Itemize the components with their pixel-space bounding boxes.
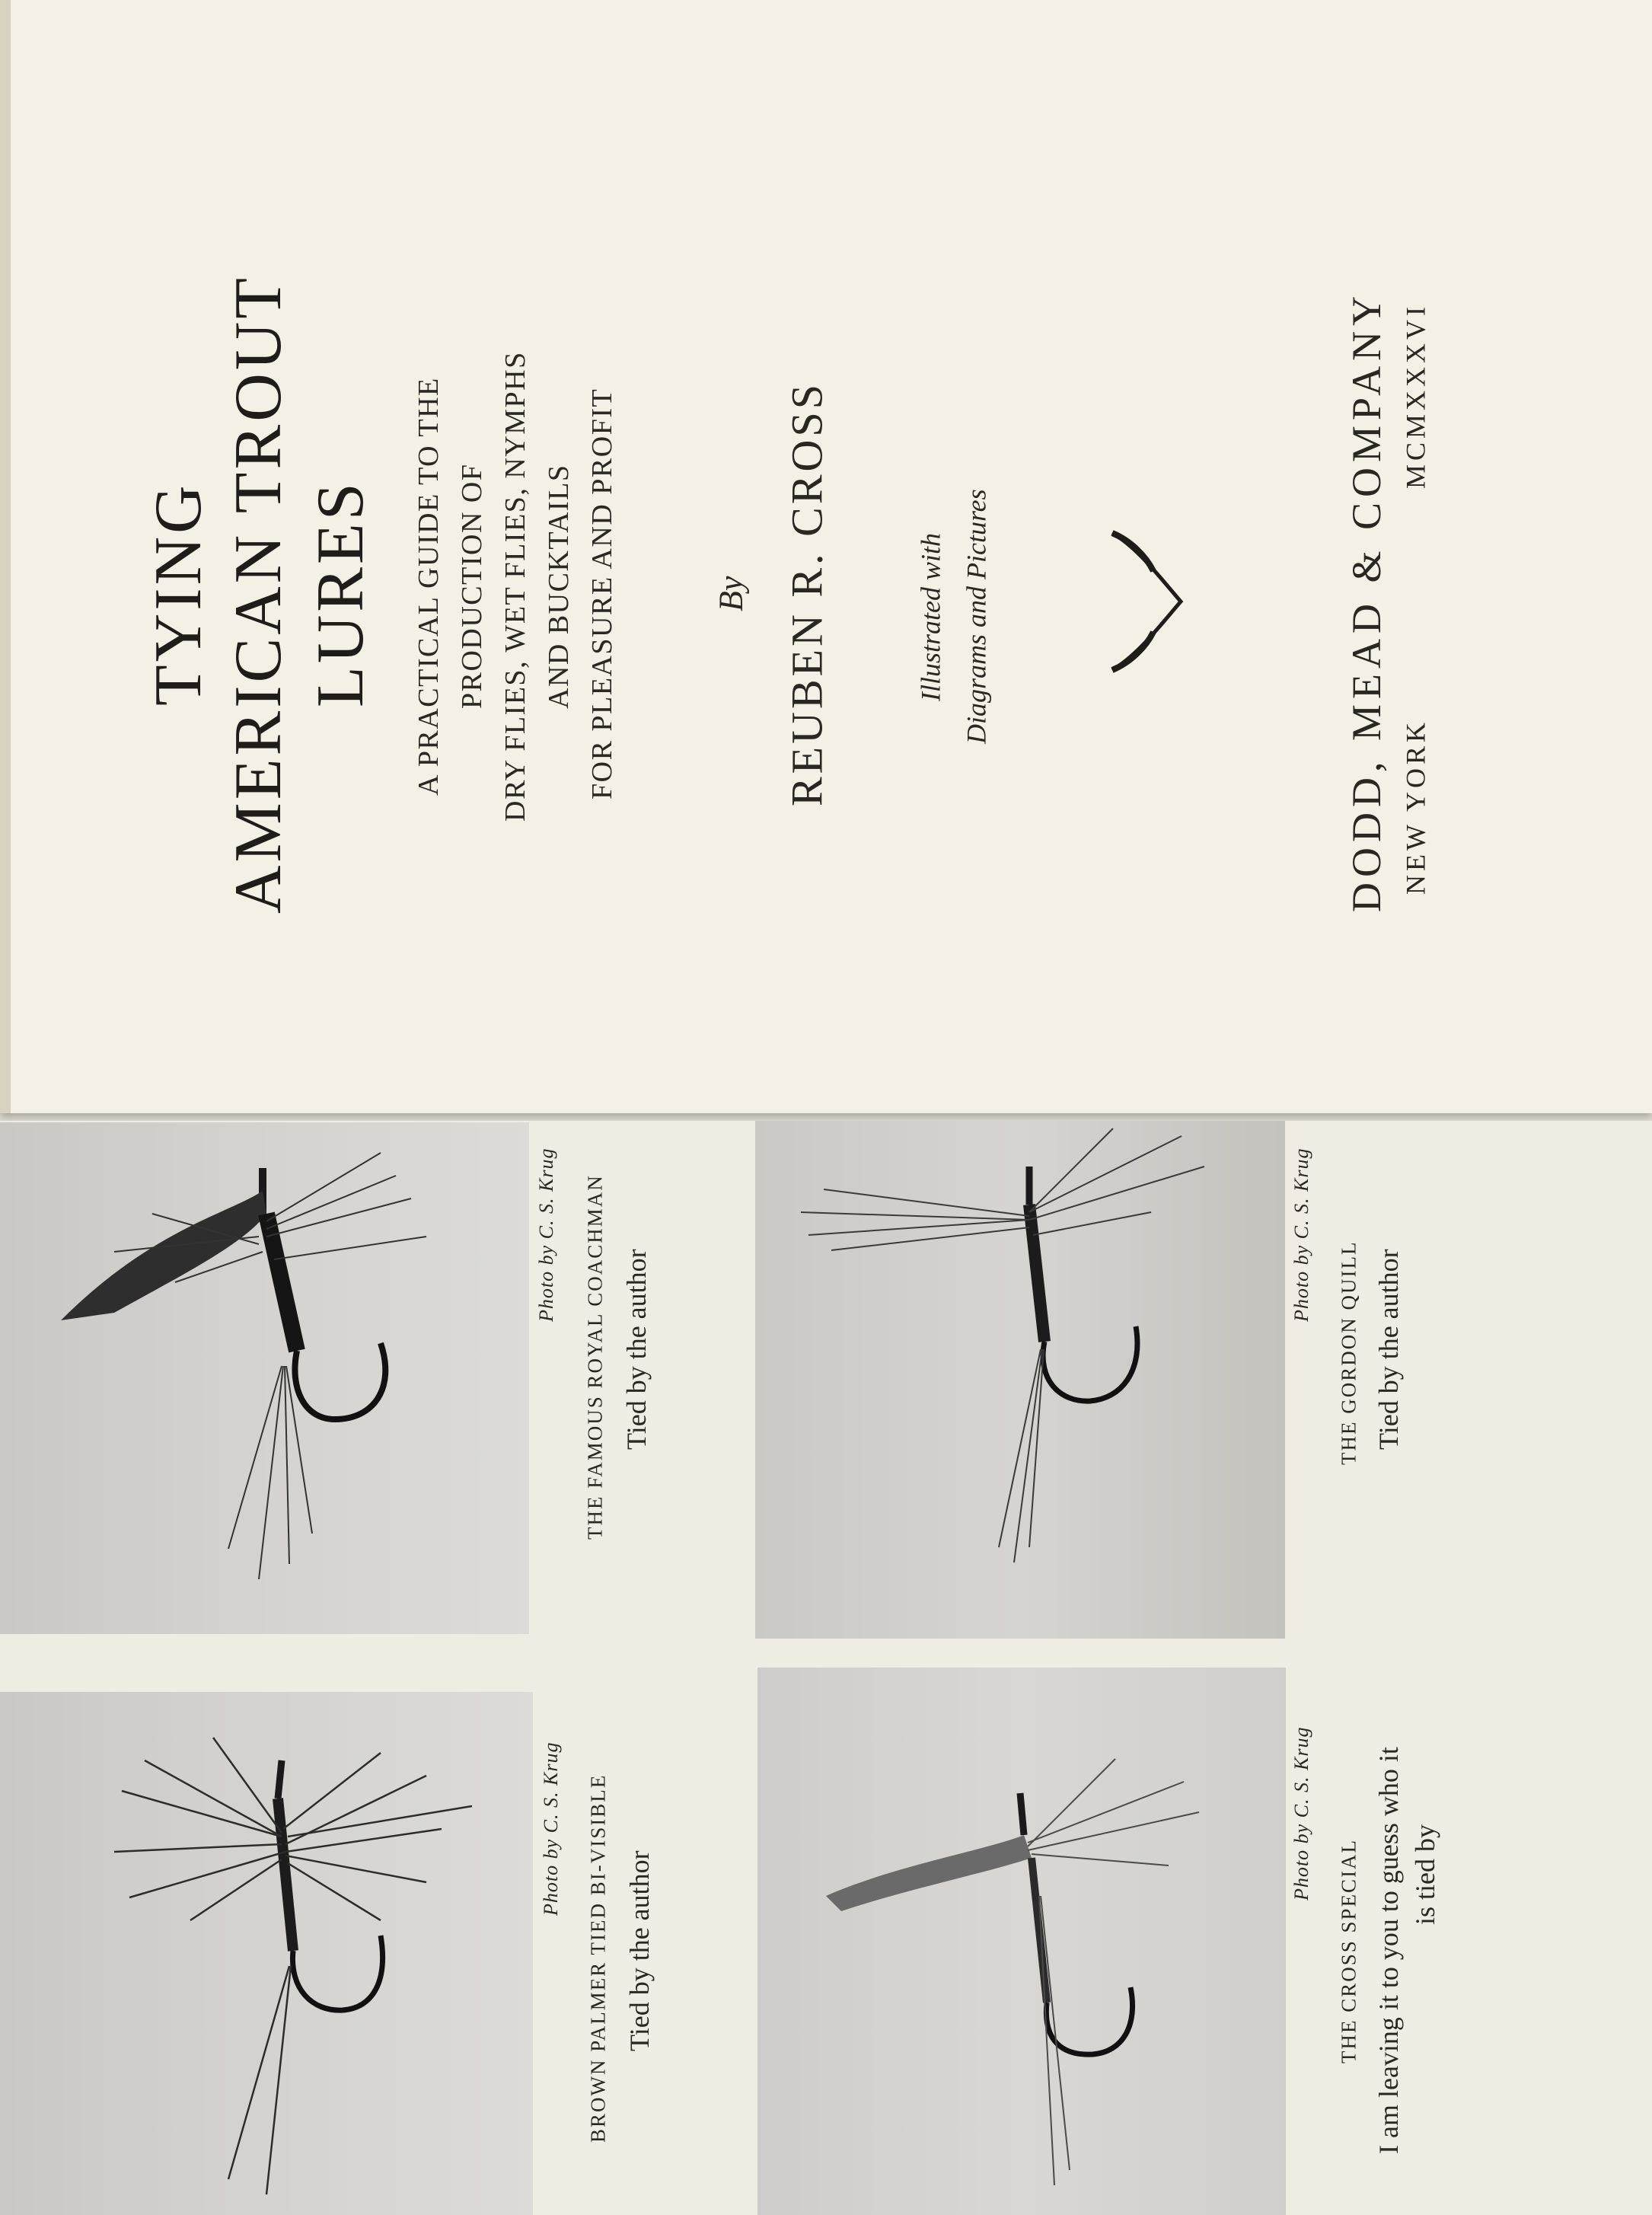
- subtitle-line-2: PRODUCTION OF: [456, 463, 488, 710]
- photo-credit-2: Photo by C. S. Krug: [1290, 1147, 1312, 1323]
- subtitle-line-5: FOR PLEASURE AND PROFIT: [586, 388, 618, 800]
- publisher-city: NEW YORK: [1400, 719, 1431, 895]
- book-title-line-3: LURES: [304, 480, 378, 708]
- photo-brown-palmer: [0, 1692, 533, 2215]
- publication-year: MCMXXXVI: [1400, 303, 1431, 490]
- tied-line-1: Tied by the author: [621, 1249, 652, 1450]
- tied-line-4b: is tied by: [1410, 1824, 1440, 1925]
- caption-gordon-quill: THE GORDON QUILL: [1337, 1240, 1360, 1466]
- fish-hook-ornament: [1108, 525, 1199, 678]
- subtitle-line-3: DRY FLIES, WET FLIES, NYMPHS: [499, 351, 531, 822]
- illustrated-line-1: Illustrated with: [915, 532, 946, 701]
- photo-credit-3: Photo by C. S. Krug: [540, 1741, 562, 1917]
- subtitle-line-4: AND BUCKTAILS: [543, 464, 575, 709]
- tied-line-3: Tied by the author: [624, 1850, 655, 2051]
- book-title-line-2: AMERICAN TROUT: [222, 274, 295, 914]
- publisher-name: DODD, MEAD & COMPANY: [1344, 290, 1389, 913]
- caption-brown-palmer: BROWN PALMER TIED BI-VISIBLE: [586, 1773, 610, 2143]
- photo-credit-1: Photo by C. S. Krug: [535, 1147, 557, 1323]
- subtitle-line-1: A PRACTICAL GUIDE TO THE: [413, 377, 445, 796]
- photo-gordon-quill: [755, 1121, 1285, 1639]
- page-edge: [0, 0, 11, 1113]
- caption-cross-special: THE CROSS SPECIAL: [1337, 1838, 1360, 2063]
- plates-page: [0, 1121, 1652, 2215]
- illustrated-line-2: Diagrams and Pictures: [961, 489, 992, 745]
- book-title-line-1: TYING: [142, 482, 215, 706]
- photo-credit-4: Photo by C. S. Krug: [1290, 1726, 1312, 1901]
- photo-cross-special: [757, 1668, 1286, 2215]
- author-name: REUBEN R. CROSS: [782, 381, 832, 806]
- tied-line-4a: I am leaving it to you to guess who it: [1373, 1747, 1404, 2155]
- by-label: By: [712, 576, 750, 612]
- tied-line-2: Tied by the author: [1373, 1249, 1404, 1450]
- caption-royal-coachman: THE FAMOUS ROYAL COACHMAN: [583, 1174, 607, 1540]
- photo-royal-coachman: [0, 1122, 529, 1634]
